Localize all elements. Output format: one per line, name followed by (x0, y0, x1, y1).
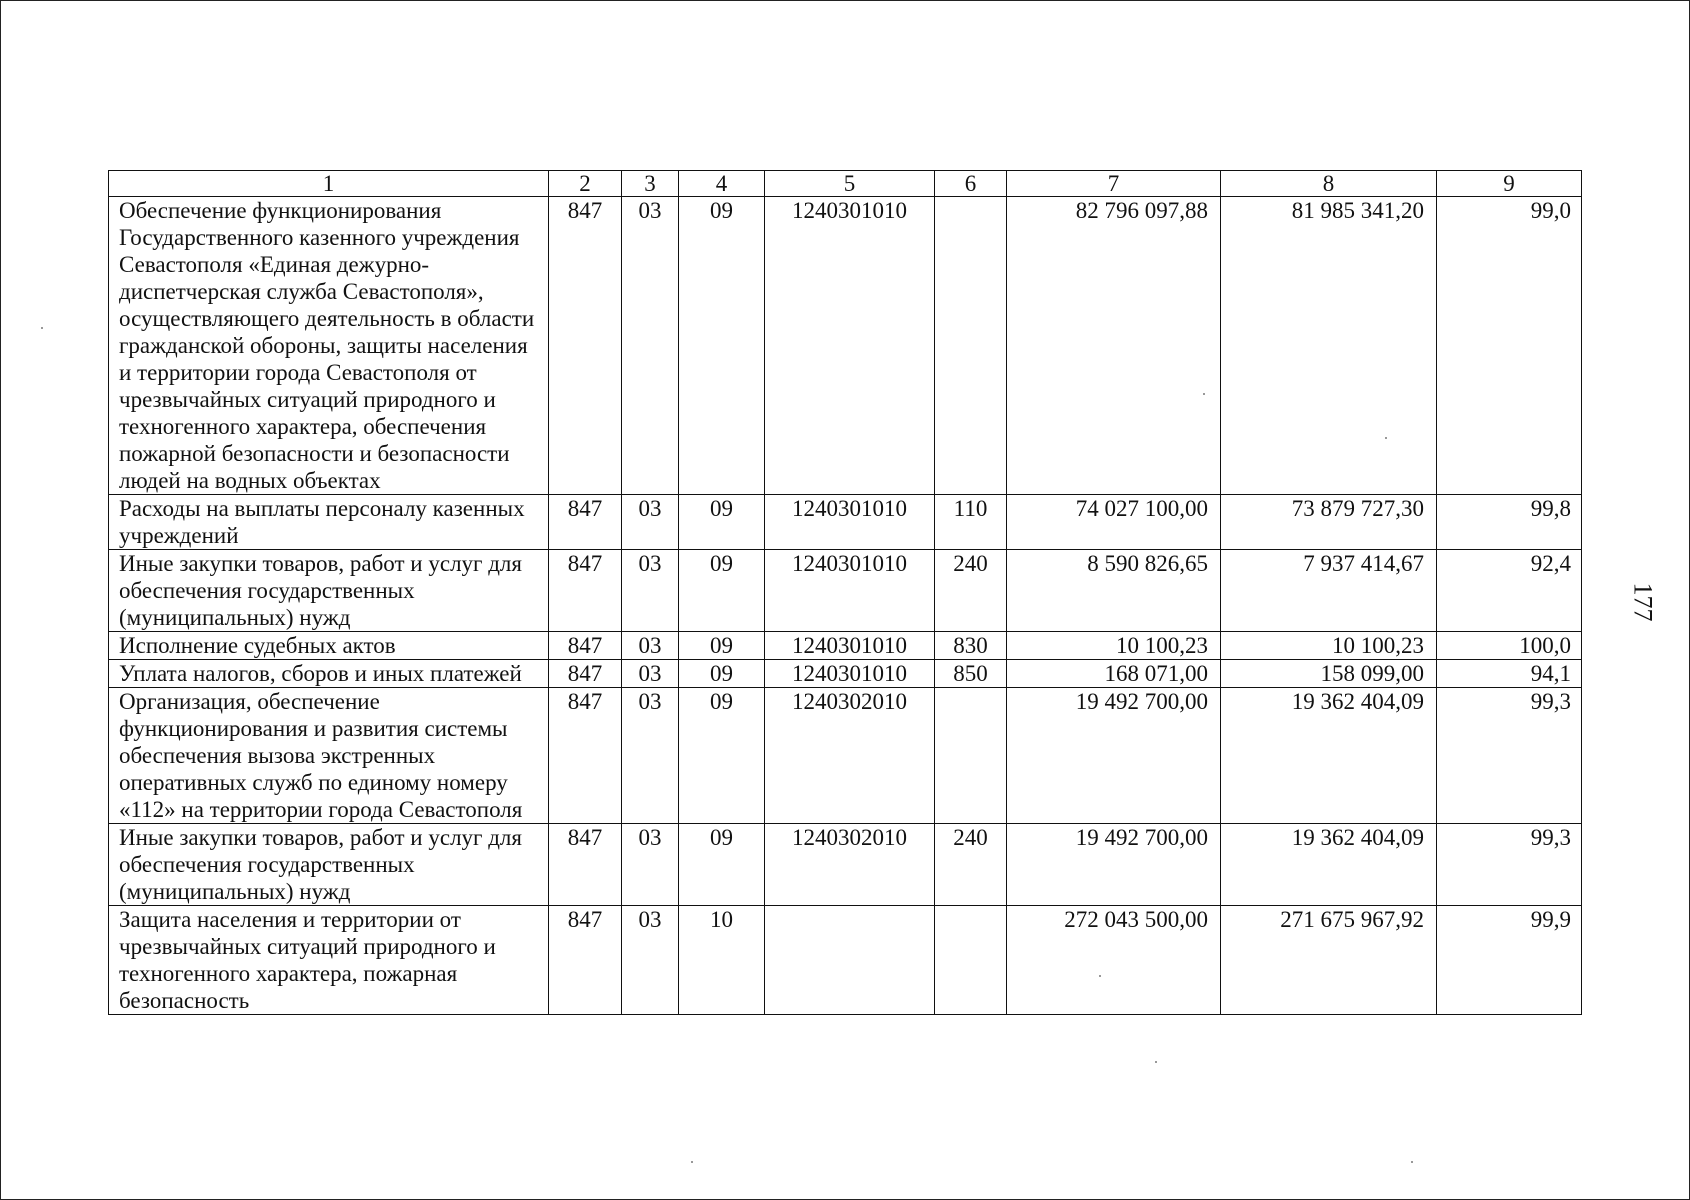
header-cell-8: 8 (1221, 171, 1437, 197)
header-cell-4: 4 (679, 171, 765, 197)
row-col-7: 272 043 500,00 (1007, 906, 1221, 1015)
row-col-8: 19 362 404,09 (1221, 688, 1437, 824)
row-col-3: 03 (622, 660, 679, 688)
table-row (109, 660, 1582, 688)
header-cell-6: 6 (935, 171, 1007, 197)
row-col-4: 09 (679, 660, 765, 688)
row-col-3: 03 (622, 550, 679, 632)
row-col-2: 847 (549, 197, 622, 495)
row-col-5: 1240301010 (765, 550, 935, 632)
row-col-3: 03 (622, 632, 679, 660)
table-row (109, 197, 1582, 495)
header-cell-5: 5 (765, 171, 935, 197)
row-col-4: 10 (679, 906, 765, 1015)
scan-speck (1155, 1061, 1157, 1063)
row-col-6: 240 (935, 550, 1007, 632)
table-row (109, 632, 1582, 660)
row-col-6: 110 (935, 495, 1007, 550)
scan-speck (691, 1161, 693, 1163)
row-col-9: 99,0 (1437, 197, 1582, 495)
row-col-5 (765, 906, 935, 1015)
row-col-4: 09 (679, 824, 765, 906)
row-col-8: 10 100,23 (1221, 632, 1437, 660)
row-col-6 (935, 906, 1007, 1015)
row-col-9: 99,9 (1437, 906, 1582, 1015)
row-col-7: 8 590 826,65 (1007, 550, 1221, 632)
row-col-8: 19 362 404,09 (1221, 824, 1437, 906)
row-col-5: 1240301010 (765, 197, 935, 495)
row-col-7: 82 796 097,88 (1007, 197, 1221, 495)
row-col-6 (935, 688, 1007, 824)
row-col-6 (935, 197, 1007, 495)
row-col-9: 99,8 (1437, 495, 1582, 550)
row-name: Исполнение судебных актов (109, 632, 549, 660)
row-col-8: 73 879 727,30 (1221, 495, 1437, 550)
row-name: Обеспечение функционирования Государственного казенного учреждения Севастополя «Единая дежурно-диспетчерская служба Севастополя», осуществляющего деятельность в области гражданской обороны, защиты населения и территории города Севастополя от чрезвычайных ситуаций природного и техногенного характера, обеспечения пожарной безопасности и безопасности людей на водных объектах (109, 197, 549, 495)
scan-speck (1099, 975, 1101, 977)
row-col-7: 19 492 700,00 (1007, 824, 1221, 906)
row-col-2: 847 (549, 632, 622, 660)
scan-speck (1203, 393, 1205, 395)
row-col-8: 158 099,00 (1221, 660, 1437, 688)
row-col-4: 09 (679, 550, 765, 632)
budget-table (108, 170, 1582, 1015)
row-col-9: 100,0 (1437, 632, 1582, 660)
row-name: Иные закупки товаров, работ и услуг для обеспечения государственных (муниципальных) нужд (109, 550, 549, 632)
header-row (109, 171, 1582, 197)
scan-speck (41, 327, 43, 329)
row-name: Уплата налогов, сборов и иных платежей (109, 660, 549, 688)
table-row (109, 824, 1582, 906)
row-col-9: 99,3 (1437, 824, 1582, 906)
row-col-8: 7 937 414,67 (1221, 550, 1437, 632)
table-row (109, 688, 1582, 824)
row-col-3: 03 (622, 824, 679, 906)
row-name: Организация, обеспечение функционирования и развития системы обеспечения вызова экстренных оперативных служб по единому номеру «112» на территории города Севастополя (109, 688, 549, 824)
row-col-7: 10 100,23 (1007, 632, 1221, 660)
row-col-9: 99,3 (1437, 688, 1582, 824)
row-col-2: 847 (549, 495, 622, 550)
row-col-5: 1240302010 (765, 688, 935, 824)
row-col-7: 74 027 100,00 (1007, 495, 1221, 550)
row-col-6: 850 (935, 660, 1007, 688)
header-cell-2: 2 (549, 171, 622, 197)
row-col-6: 240 (935, 824, 1007, 906)
row-col-2: 847 (549, 688, 622, 824)
row-col-3: 03 (622, 495, 679, 550)
row-col-2: 847 (549, 550, 622, 632)
row-col-4: 09 (679, 688, 765, 824)
row-col-3: 03 (622, 688, 679, 824)
row-name: Расходы на выплаты персоналу казенных учреждений (109, 495, 549, 550)
header-cell-1: 1 (109, 171, 549, 197)
row-name: Иные закупки товаров, работ и услуг для обеспечения государственных (муниципальных) нужд (109, 824, 549, 906)
table-row (109, 906, 1582, 1015)
page-number: 177 (1628, 582, 1658, 622)
scan-speck (1411, 1161, 1413, 1163)
row-name: Защита населения и территории от чрезвычайных ситуаций природного и техногенного характера, пожарная безопасность (109, 906, 549, 1015)
row-col-9: 92,4 (1437, 550, 1582, 632)
row-col-5: 1240301010 (765, 495, 935, 550)
row-col-6: 830 (935, 632, 1007, 660)
header-cell-3: 3 (622, 171, 679, 197)
row-col-5: 1240301010 (765, 660, 935, 688)
row-col-4: 09 (679, 632, 765, 660)
header-cell-7: 7 (1007, 171, 1221, 197)
row-col-3: 03 (622, 197, 679, 495)
header-cell-9: 9 (1437, 171, 1582, 197)
row-col-5: 1240301010 (765, 632, 935, 660)
row-col-9: 94,1 (1437, 660, 1582, 688)
row-col-3: 03 (622, 906, 679, 1015)
table-row (109, 495, 1582, 550)
row-col-8: 81 985 341,20 (1221, 197, 1437, 495)
row-col-7: 168 071,00 (1007, 660, 1221, 688)
scan-speck (1385, 437, 1387, 439)
row-col-2: 847 (549, 906, 622, 1015)
row-col-5: 1240302010 (765, 824, 935, 906)
row-col-4: 09 (679, 197, 765, 495)
row-col-2: 847 (549, 824, 622, 906)
row-col-8: 271 675 967,92 (1221, 906, 1437, 1015)
table-row (109, 550, 1582, 632)
row-col-2: 847 (549, 660, 622, 688)
row-col-4: 09 (679, 495, 765, 550)
row-col-7: 19 492 700,00 (1007, 688, 1221, 824)
